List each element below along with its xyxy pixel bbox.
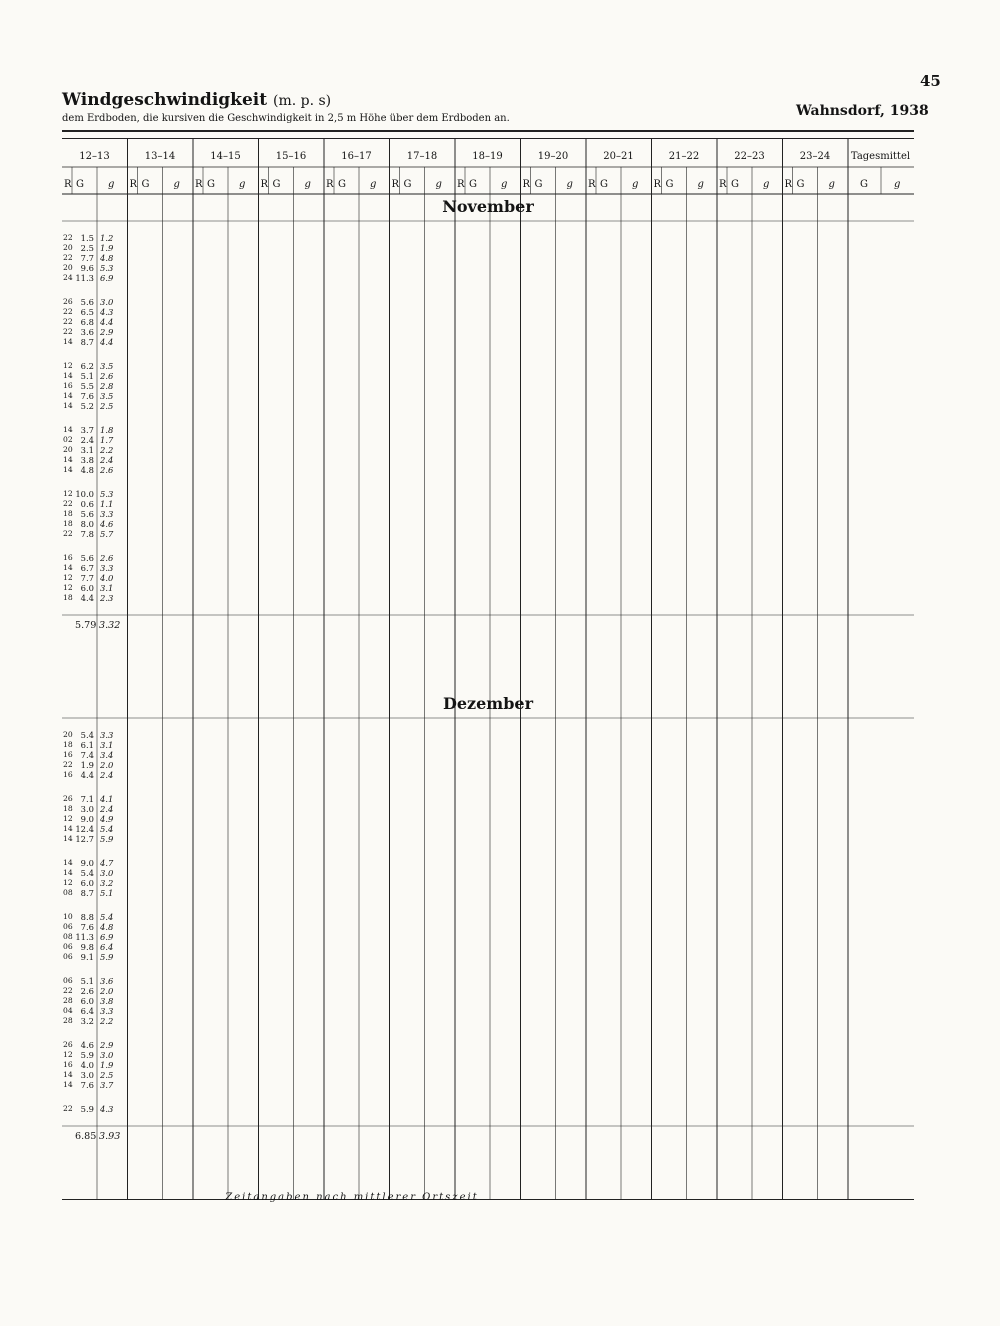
cell-speed: 5.4	[80, 730, 94, 740]
cell-speed: 5.2	[80, 401, 94, 411]
cell-speed-2-5m: 2.0	[100, 760, 114, 770]
cell-direction: 28	[63, 996, 73, 1005]
col-label-g: G	[272, 179, 281, 190]
cell-direction: 18	[63, 519, 73, 528]
cell-direction: 22	[63, 986, 73, 995]
cell-speed: 5.9	[80, 1104, 94, 1114]
cell-speed-2-5m: 1.9	[100, 1060, 114, 1070]
cell-direction: 08	[63, 888, 73, 897]
cell-speed: 10.0	[75, 489, 94, 499]
cell-speed-2-5m: 2.6	[100, 371, 114, 381]
cell-speed-2-5m: 2.4	[100, 804, 114, 814]
cell-speed: 3.8	[80, 455, 94, 465]
cell-direction: 14	[63, 868, 73, 877]
col-label-g: G	[665, 179, 674, 190]
cell-speed-2-5m: 1.7	[100, 435, 114, 445]
cell-direction: 26	[63, 297, 73, 306]
cell-speed-2-5m: 1.1	[100, 499, 114, 509]
col-label-g: G	[338, 179, 346, 190]
col-label-g: G	[469, 179, 477, 190]
cell-speed-2-5m: 4.3	[100, 307, 114, 317]
cell-speed-2-5m: 4.7	[100, 858, 114, 868]
col-label-g: G	[207, 179, 215, 190]
cell-speed-2-5m: 1.2	[100, 233, 114, 243]
cell-speed-2-5m: 3.2	[100, 878, 114, 888]
cell-direction: 08	[63, 932, 73, 941]
cell-direction: 18	[63, 740, 73, 749]
col-label-gi: g	[304, 179, 311, 190]
cell-speed-2-5m: 4.1	[100, 794, 114, 804]
col-label-r: R	[653, 179, 662, 190]
cell-speed: 7.1	[80, 794, 94, 804]
cell-speed: 3.7	[80, 425, 94, 435]
hour-header: 12–13	[79, 151, 110, 162]
cell-speed-2-5m: 2.6	[100, 553, 114, 563]
cell-speed-2-5m: 3.3	[100, 1006, 114, 1016]
cell-speed: 7.7	[80, 253, 94, 263]
cell-speed: 1.5	[80, 233, 94, 243]
cell-direction: 12	[63, 361, 73, 370]
cell-speed: 7.8	[80, 529, 94, 539]
station-year: Wahnsdorf, 1938	[796, 103, 929, 119]
subtitle: dem Erdboden, die kursiven die Geschwindigkeit in 2,5 m Höhe über dem Erdboden an.	[62, 113, 510, 124]
cell-direction: 14	[63, 1070, 73, 1079]
cell-direction: 14	[63, 824, 73, 833]
cell-speed: 5.5	[80, 381, 94, 391]
cell-direction: 20	[63, 263, 73, 272]
cell-speed-2-5m: 2.4	[100, 770, 114, 780]
col-label-gi: g	[239, 179, 246, 190]
monthly-mean-2-5m: 3.93	[99, 1131, 121, 1142]
cell-direction: 16	[63, 553, 73, 562]
cell-speed: 2.5	[80, 243, 94, 253]
cell-direction: 24	[63, 273, 73, 282]
cell-direction: 22	[63, 253, 73, 262]
cell-direction: 06	[63, 976, 73, 985]
cell-speed: 6.0	[80, 996, 94, 1006]
hour-header: 19–20	[537, 151, 569, 162]
col-label-r: R	[457, 179, 465, 190]
title-unit: (m. p. s)	[273, 93, 332, 109]
cell-speed: 6.0	[80, 878, 94, 888]
cell-direction: 12	[63, 583, 73, 592]
cell-speed: 6.4	[80, 1006, 94, 1016]
col-label-g: G	[600, 179, 608, 190]
cell-speed-2-5m: 3.3	[100, 730, 114, 740]
col-label-r: R	[391, 179, 400, 190]
col-label-r: R	[326, 179, 334, 190]
cell-direction: 06	[63, 942, 73, 951]
cell-direction: 18	[63, 509, 73, 518]
cell-direction: 14	[63, 425, 73, 434]
cell-speed: 1.9	[80, 760, 94, 770]
cell-direction: 12	[63, 489, 73, 498]
cell-direction: 20	[63, 445, 73, 454]
cell-speed: 6.5	[80, 307, 94, 317]
cell-speed-2-5m: 2.6	[100, 465, 114, 475]
cell-speed-2-5m: 5.4	[100, 824, 114, 834]
cell-speed: 6.1	[80, 740, 94, 750]
cell-speed-2-5m: 3.7	[100, 1080, 114, 1090]
col-label-r: R	[64, 179, 72, 190]
cell-speed-2-5m: 2.9	[100, 1040, 114, 1050]
cell-speed: 4.4	[80, 593, 94, 603]
cell-speed-2-5m: 1.9	[100, 243, 114, 253]
cell-direction: 14	[63, 834, 73, 843]
cell-speed-2-5m: 3.8	[100, 996, 114, 1006]
cell-speed-2-5m: 1.8	[100, 425, 114, 435]
hour-header: 20–21	[603, 151, 634, 162]
col-label-gi: g	[173, 179, 180, 190]
cell-speed-2-5m: 2.0	[100, 986, 114, 996]
cell-speed-2-5m: 4.9	[100, 814, 114, 824]
page-title	[62, 90, 331, 110]
page-number: 45	[920, 72, 941, 90]
cell-speed-2-5m: 3.3	[100, 563, 114, 573]
cell-speed: 2.6	[80, 986, 94, 996]
cell-speed: 9.6	[80, 263, 94, 273]
month-heading: Dezember	[442, 694, 534, 713]
col-label-g: G	[731, 179, 739, 190]
cell-speed-2-5m: 3.3	[100, 509, 114, 519]
cell-direction: 06	[63, 922, 73, 931]
col-label-gi: g	[108, 179, 115, 190]
cell-speed: 4.0	[80, 1060, 94, 1070]
col-label-gi: g	[435, 179, 442, 190]
cell-speed-2-5m: 3.0	[100, 297, 114, 307]
cell-direction: 12	[63, 878, 73, 887]
col-label-g: G	[76, 179, 84, 190]
cell-direction: 22	[63, 327, 73, 336]
cell-direction: 02	[63, 435, 73, 444]
cell-speed-2-5m: 2.4	[100, 455, 114, 465]
cell-speed: 7.7	[80, 573, 94, 583]
cell-direction: 14	[63, 455, 73, 464]
cell-speed-2-5m: 3.5	[100, 361, 114, 371]
cell-direction: 28	[63, 1016, 73, 1025]
cell-speed-2-5m: 3.1	[100, 740, 114, 750]
cell-speed: 8.8	[80, 912, 94, 922]
monthly-mean: 5.79	[75, 620, 97, 631]
cell-speed-2-5m: 5.3	[100, 489, 114, 499]
col-label-r: R	[129, 179, 138, 190]
col-label-gi: g	[632, 179, 639, 190]
cell-speed: 8.7	[80, 337, 94, 347]
cell-speed-2-5m: 2.8	[100, 381, 114, 391]
cell-speed-2-5m: 2.9	[100, 327, 114, 337]
cell-speed: 5.4	[80, 868, 94, 878]
col-label-gi: g	[697, 179, 704, 190]
cell-speed: 6.8	[80, 317, 94, 327]
cell-speed-2-5m: 3.0	[100, 1050, 114, 1060]
cell-direction: 14	[63, 465, 73, 474]
cell-speed: 4.6	[80, 1040, 94, 1050]
cell-direction: 22	[63, 760, 73, 769]
cell-direction: 12	[63, 573, 73, 582]
cell-speed: 12.4	[75, 824, 94, 834]
title-rule	[62, 130, 914, 132]
cell-direction: 14	[63, 401, 73, 410]
cell-speed: 9.1	[80, 952, 94, 962]
cell-speed-2-5m: 3.1	[100, 583, 114, 593]
hour-header: 23–24	[799, 151, 831, 162]
cell-speed: 5.1	[80, 976, 94, 986]
cell-direction: 16	[63, 750, 73, 759]
cell-speed-2-5m: 6.9	[100, 932, 114, 942]
cell-speed: 11.3	[75, 273, 94, 283]
cell-speed: 5.6	[80, 553, 94, 563]
cell-speed: 9.0	[80, 814, 94, 824]
cell-speed-2-5m: 4.4	[100, 337, 114, 347]
col-label-g: G	[403, 179, 412, 190]
cell-speed-2-5m: 6.9	[100, 273, 114, 283]
cell-direction: 10	[63, 912, 73, 921]
cell-speed-2-5m: 3.0	[100, 868, 114, 878]
col-label-gi: g	[370, 179, 377, 190]
cell-speed-2-5m: 5.9	[100, 952, 114, 962]
cell-direction: 22	[63, 529, 73, 538]
cell-speed: 3.0	[80, 804, 94, 814]
cell-direction: 20	[63, 243, 73, 252]
cell-direction: 04	[63, 1006, 73, 1015]
cell-speed: 9.0	[80, 858, 94, 868]
cell-direction: 22	[63, 317, 73, 326]
hour-header: 21–22	[668, 151, 700, 162]
monthly-mean-2-5m: 3.32	[99, 620, 121, 631]
cell-speed-2-5m: 4.4	[100, 317, 114, 327]
col-label-r: R	[719, 179, 727, 190]
hour-header: 13–14	[144, 151, 176, 162]
col-label-gi: g	[828, 179, 835, 190]
cell-direction: 22	[63, 1104, 73, 1113]
cell-speed: 5.6	[80, 297, 94, 307]
cell-speed-2-5m: 4.3	[100, 1104, 114, 1114]
cell-speed-2-5m: 6.4	[100, 942, 114, 952]
cell-direction: 22	[63, 233, 73, 242]
cell-speed: 8.0	[80, 519, 94, 529]
col-label-g: G	[860, 179, 868, 190]
cell-speed-2-5m: 3.4	[100, 750, 114, 760]
cell-direction: 14	[63, 337, 73, 346]
cell-speed: 12.7	[75, 834, 94, 844]
cell-speed: 0.6	[80, 499, 94, 509]
cell-speed: 9.8	[80, 942, 94, 952]
cell-speed: 4.8	[80, 465, 94, 475]
cell-speed: 5.1	[80, 371, 94, 381]
cell-speed-2-5m: 2.3	[100, 593, 114, 603]
cell-speed-2-5m: 5.7	[100, 529, 114, 539]
cell-speed: 11.3	[75, 932, 94, 942]
cell-speed: 7.6	[80, 1080, 94, 1090]
wind-speed-table	[62, 138, 914, 1203]
cell-speed-2-5m: 2.5	[100, 401, 114, 411]
col-label-r: R	[784, 179, 793, 190]
hour-header: 22–23	[734, 151, 765, 162]
cell-speed-2-5m: 5.9	[100, 834, 114, 844]
cell-speed: 5.6	[80, 509, 94, 519]
footer-note: Zeitangaben nach mittlerer Ortszeit	[225, 1192, 479, 1203]
cell-direction: 26	[63, 1040, 73, 1049]
cell-speed: 7.6	[80, 922, 94, 932]
cell-speed-2-5m: 4.6	[100, 519, 114, 529]
cell-direction: 14	[63, 1080, 73, 1089]
hour-header: 15–16	[275, 151, 307, 162]
cell-speed: 3.0	[80, 1070, 94, 1080]
cell-speed-2-5m: 4.8	[100, 253, 114, 263]
cell-direction: 14	[63, 371, 73, 380]
cell-speed: 3.2	[80, 1016, 94, 1026]
col-label-gi: g	[566, 179, 573, 190]
cell-direction: 14	[63, 563, 73, 572]
cell-direction: 18	[63, 804, 73, 813]
cell-direction: 18	[63, 593, 73, 602]
cell-speed-2-5m: 2.2	[100, 1016, 114, 1026]
hour-header: 18–19	[472, 151, 503, 162]
cell-speed: 5.9	[80, 1050, 94, 1060]
cell-direction: 22	[63, 307, 73, 316]
cell-direction: 14	[63, 391, 73, 400]
cell-speed-2-5m: 3.5	[100, 391, 114, 401]
col-label-gi: g	[501, 179, 508, 190]
cell-speed-2-5m: 5.3	[100, 263, 114, 273]
cell-speed: 2.4	[80, 435, 94, 445]
cell-direction: 16	[63, 1060, 73, 1069]
cell-speed: 7.6	[80, 391, 94, 401]
cell-direction: 26	[63, 794, 73, 803]
cell-direction: 12	[63, 1050, 73, 1059]
col-label-g: G	[534, 179, 543, 190]
cell-speed-2-5m: 2.2	[100, 445, 114, 455]
cell-speed: 3.6	[80, 327, 94, 337]
cell-direction: 22	[63, 499, 73, 508]
col-label-r: R	[522, 179, 531, 190]
cell-direction: 12	[63, 814, 73, 823]
cell-speed-2-5m: 3.6	[100, 976, 114, 986]
col-label-r: R	[195, 179, 203, 190]
cell-speed: 6.2	[80, 361, 94, 371]
cell-speed-2-5m: 4.8	[100, 922, 114, 932]
month-heading: November	[442, 197, 534, 216]
table-grid	[62, 139, 914, 1199]
hour-header: 17–18	[406, 151, 438, 162]
col-label-gi: g	[763, 179, 770, 190]
title-text: Windgeschwindigkeit	[62, 90, 268, 110]
cell-speed: 8.7	[80, 888, 94, 898]
cell-direction: 16	[63, 381, 73, 390]
cell-direction: 06	[63, 952, 73, 961]
hour-header: 14–15	[210, 151, 241, 162]
col-label-g: G	[796, 179, 805, 190]
col-label-r: R	[588, 179, 596, 190]
cell-speed: 4.4	[80, 770, 94, 780]
hour-header: 16–17	[341, 151, 372, 162]
cell-speed-2-5m: 5.1	[100, 888, 114, 898]
col-label-gi: g	[894, 179, 901, 190]
cell-speed-2-5m: 5.4	[100, 912, 114, 922]
cell-speed-2-5m: 2.5	[100, 1070, 114, 1080]
cell-speed: 3.1	[80, 445, 94, 455]
hour-header: Tagesmittel	[850, 151, 911, 162]
cell-direction: 20	[63, 730, 73, 739]
cell-speed-2-5m: 4.0	[100, 573, 114, 583]
cell-speed: 6.0	[80, 583, 94, 593]
cell-speed: 7.4	[80, 750, 94, 760]
col-label-r: R	[260, 179, 269, 190]
monthly-mean: 6.85	[75, 1131, 97, 1142]
col-label-g: G	[141, 179, 150, 190]
cell-speed: 6.7	[80, 563, 94, 573]
cell-direction: 16	[63, 770, 73, 779]
cell-direction: 14	[63, 858, 73, 867]
